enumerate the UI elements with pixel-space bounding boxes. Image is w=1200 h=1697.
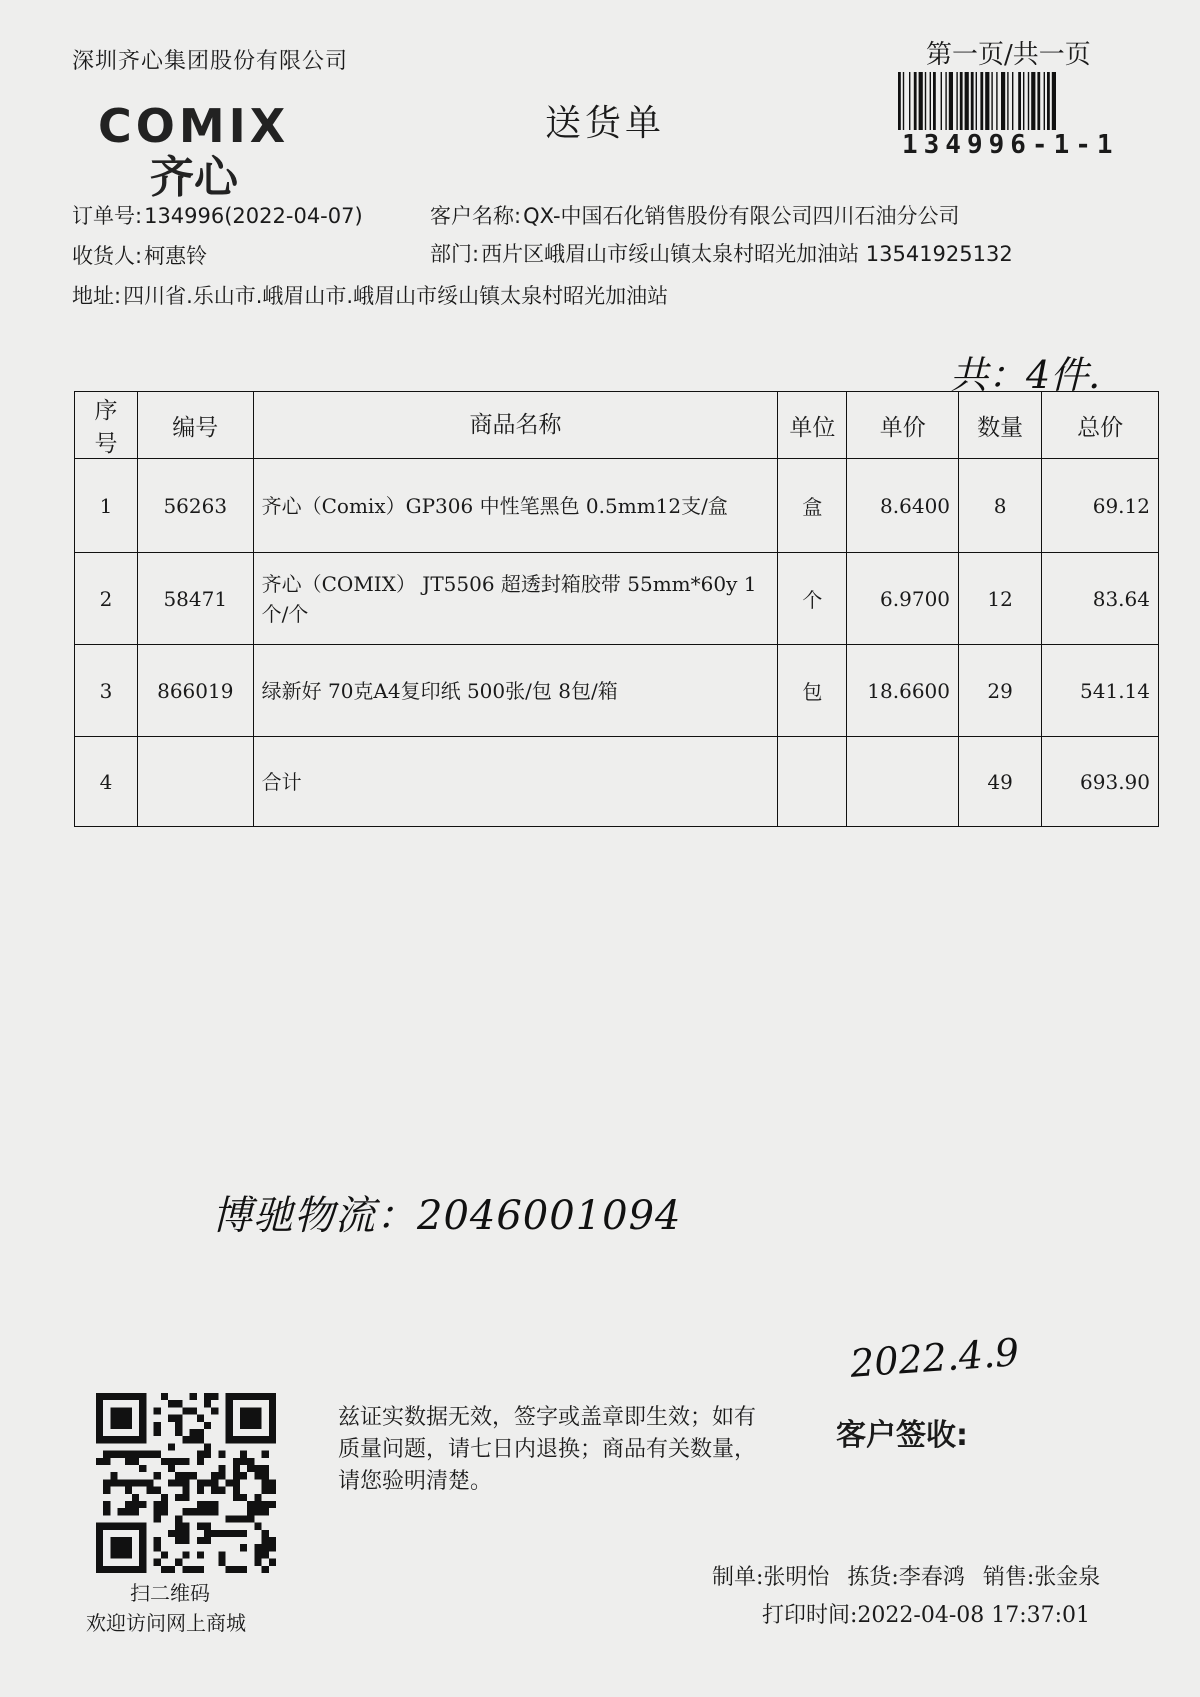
cell-code: 58471 (137, 553, 253, 645)
cell-price: 6.9700 (847, 553, 959, 645)
table-row (75, 459, 1159, 553)
barcode-number: 134996-1-1 (902, 130, 1119, 160)
comix-logo (98, 100, 318, 200)
barcode-graphic (898, 72, 1116, 130)
cell-unit: 包 (778, 645, 847, 737)
cell-code: 866019 (137, 645, 253, 737)
address-value: 四川省.乐山市.峨眉山市.峨眉山市绥山镇太泉村昭光加油站 (123, 284, 669, 308)
address (72, 280, 668, 310)
sales: 销售:张金泉 (982, 1565, 1101, 1590)
cell-qty: 8 (959, 459, 1042, 553)
order-value: 134996(2022-04-07) (144, 204, 363, 228)
cell-seq: 3 (75, 645, 138, 737)
cell-seq: 4 (75, 737, 138, 827)
receiver-label: 收货人: (72, 244, 143, 268)
cell-name: 合计 (253, 737, 778, 827)
col-header-total: 总价 (1042, 392, 1159, 459)
cell-name: 齐心（COMIX） JT5506 超透封箱胶带 55mm*60y 1个/个 (253, 553, 778, 645)
cell-seq: 2 (75, 553, 138, 645)
document-title: 送货单 (545, 103, 666, 144)
table-row-total (75, 737, 1159, 827)
logo-cn: 齐心 (150, 152, 238, 200)
cell-code (137, 737, 253, 827)
col-header-qty: 数量 (959, 392, 1042, 459)
company-name: 深圳齐心集团股份有限公司 (72, 49, 349, 74)
table-row (75, 645, 1159, 737)
cell-price: 8.6400 (847, 459, 959, 553)
col-header-price: 单价 (847, 392, 959, 459)
cell-total: 693.90 (1042, 737, 1159, 827)
table-header-row (75, 392, 1159, 459)
col-header-code: 编号 (137, 392, 253, 459)
customer-label: 客户名称: (430, 204, 522, 228)
staff-line (712, 1560, 1118, 1591)
cell-total: 69.12 (1042, 459, 1159, 553)
customer-value: QX-中国石化销售股份有限公司四川石油分公司 (523, 204, 960, 228)
receiver-value: 柯惠铃 (144, 244, 208, 268)
handwritten-logistics: 博驰物流：2046001094 (212, 1193, 682, 1239)
qr-code-icon (96, 1393, 276, 1573)
print-time: 打印时间:2022-04-08 17:37:01 (762, 1603, 1091, 1628)
items-table (74, 391, 1159, 827)
cell-qty: 29 (959, 645, 1042, 737)
cell-seq: 1 (75, 459, 138, 553)
picker: 拣货:李春鸿 (847, 1565, 965, 1590)
handwritten-total-count: 共：4件. (950, 353, 1101, 397)
col-header-unit: 单位 (778, 392, 847, 459)
qr-caption-welcome: 欢迎访问网上商城 (86, 1611, 246, 1635)
cell-qty: 49 (959, 737, 1042, 827)
cell-code: 56263 (137, 459, 253, 553)
cell-qty: 12 (959, 553, 1042, 645)
table-row (75, 553, 1159, 645)
cell-price: 18.6600 (847, 645, 959, 737)
cell-unit (778, 737, 847, 827)
dept-value: 西片区峨眉山市绥山镇太泉村昭光加油站 13541925132 (481, 242, 1013, 266)
cell-unit: 盒 (778, 459, 847, 553)
cell-name: 绿新好 70克A4复印纸 500张/包 8包/箱 (253, 645, 778, 737)
cell-total: 541.14 (1042, 645, 1159, 737)
customer-name (430, 200, 960, 230)
maker: 制单:张明怡 (712, 1565, 830, 1590)
cell-unit: 个 (778, 553, 847, 645)
cell-total: 83.64 (1042, 553, 1159, 645)
receiver (72, 240, 207, 270)
customer-signature-label: 客户签收: (836, 1418, 968, 1453)
order-number (72, 200, 363, 230)
col-header-name: 商品名称 (253, 392, 778, 459)
col-header-seq: 序号 (75, 392, 138, 459)
qr-caption-scan: 扫二维码 (130, 1581, 210, 1605)
cell-name: 齐心（Comix）GP306 中性笔黑色 0.5mm12支/盒 (253, 459, 778, 553)
cell-price (847, 737, 959, 827)
logo-en: COMIX (98, 100, 290, 153)
department (430, 238, 1013, 268)
page-info: 第一页/共一页 (926, 40, 1091, 70)
address-label: 地址: (72, 284, 122, 308)
order-label: 订单号: (72, 204, 143, 228)
dept-label: 部门: (430, 242, 480, 266)
handwritten-date: 2022.4.9 (848, 1330, 1021, 1386)
notice-text: 兹证实数据无效，签字或盖章即生效；如有质量问题，请七日内退换；商品有关数量，请您验明清楚。 (338, 1405, 757, 1494)
